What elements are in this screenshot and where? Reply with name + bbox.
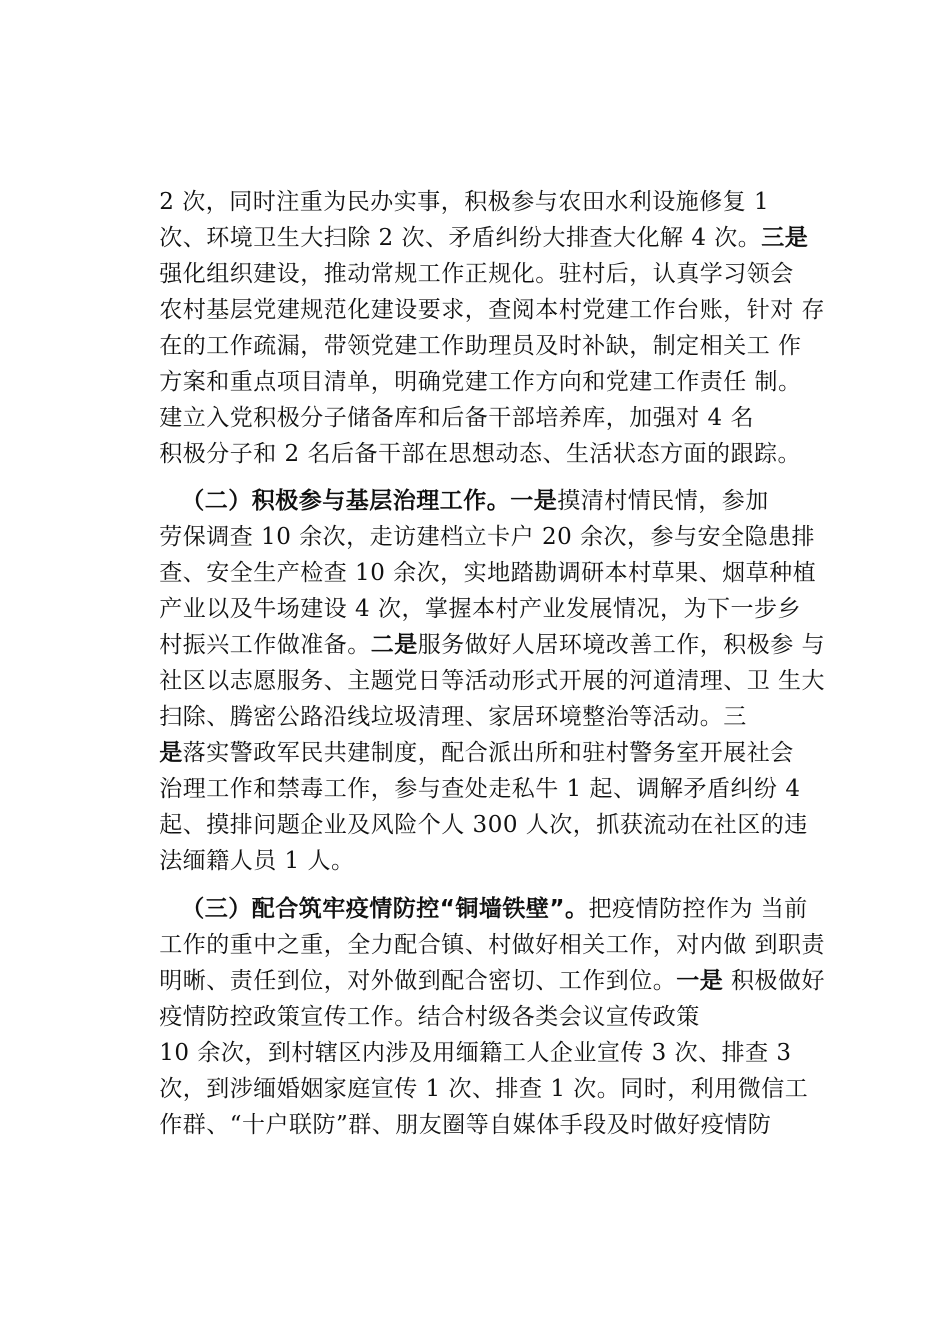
text-run: 在的工作疏漏，带领党建工作助理员及时补缺，制定相关工 作 — [159, 333, 802, 359]
text-run: 查、安全生产检查 10 余次，实地踏勘调研本村草果、烟草种植 — [159, 560, 817, 586]
text-run: 次、环境卫生大扫除 2 次、矛盾纠纷大排查大化解 4 次。 — [159, 225, 762, 251]
paragraph-line — [128, 972, 700, 1030]
text-run: 作群、“十户联防”群、朋友圈等自媒体手段及时做好疫情防 — [159, 1112, 772, 1138]
text-run: 起、摸排问题企业及风险个人 300 人次，抓获流动在社区的违 — [159, 812, 808, 838]
paragraph-line — [128, 744, 801, 802]
paragraph-line — [128, 373, 755, 431]
text-run: 积极做好 — [723, 968, 826, 994]
keyword-bold: 一是 — [510, 488, 558, 514]
paragraph-line — [128, 564, 802, 622]
text-run: 扫除、腾密公路沿线垃圾清理、家居环境整治等活动。三 — [159, 704, 747, 730]
paragraph-line — [128, 708, 794, 766]
text-run: 方案和重点项目清单，明确党建工作方向和党建工作责任 制。 — [159, 369, 802, 395]
paragraph-line — [128, 1008, 792, 1066]
text-run: 建立入党积极分子储备库和后备干部培养库，加强对 4 名 — [159, 405, 755, 431]
paragraph-line — [128, 337, 802, 395]
paragraph-line — [128, 816, 355, 874]
text-run: 服务做好人居环境改善工作，积极参 与 — [417, 632, 826, 658]
text-run: 10 余次，到村辖区内涉及用缅籍工人企业宣传 3 次、排查 3 — [159, 1040, 792, 1066]
paragraph-line — [128, 492, 816, 550]
paragraph-line — [128, 1044, 809, 1102]
paragraph-line — [128, 193, 809, 251]
text-run: 村振兴工作做准备。 — [159, 632, 371, 658]
text-run: 2 次，同时注重为民办实事，积极参与农田水利设施修复 1 — [159, 189, 770, 215]
text-run: 劳保调查 10 余次，走访建档立卡户 20 余次，参与安全隐患排 — [159, 524, 816, 550]
paragraph-line — [128, 157, 770, 215]
section-heading-line — [150, 456, 769, 514]
text-run: 疫情防控政策宣传工作。结合村级各类会议宣传政策 — [159, 1004, 700, 1030]
paragraph-line — [128, 600, 826, 658]
section-heading: （三）配合筑牢疫情防控“铜墙铁壁”。 — [181, 896, 589, 922]
paragraph-line — [128, 636, 826, 694]
keyword-bold: 一是 — [676, 968, 724, 994]
text-run: 工作的重中之重，全力配合镇、村做好相关工作，对内做 到职责 — [159, 932, 826, 958]
section-heading-line — [150, 864, 808, 922]
keyword-bold: 二是 — [370, 632, 418, 658]
paragraph-line — [128, 409, 802, 467]
text-run: 明晰、责任到位，对外做到配合密切、工作到位。 — [159, 968, 677, 994]
text-run: 摸清村情民情，参加 — [557, 488, 769, 514]
text-run: 积极分子和 2 名后备干部在思想动态、生活状态方面的跟踪。 — [159, 441, 802, 467]
paragraph-line — [128, 780, 808, 838]
paragraph-line — [128, 1080, 772, 1138]
keyword-bold: 三是 — [761, 225, 809, 251]
keyword-bold: 是 — [159, 740, 183, 766]
paragraph-line — [128, 672, 747, 730]
text-run: 把疫情防控作为 当前 — [588, 896, 808, 922]
paragraph-line — [128, 900, 826, 958]
text-run: 产业以及牛场建设 4 次，掌握本村产业发展情况，为下一步乡 — [159, 596, 802, 622]
text-run: 次，到涉缅婚姻家庭宣传 1 次、排查 1 次。同时，利用微信工 — [159, 1076, 809, 1102]
paragraph-line — [128, 229, 794, 287]
text-run: 社区以志愿服务、主题党日等活动形式开展的河道清理、卫 生大 — [159, 668, 826, 694]
paragraph-line — [128, 528, 817, 586]
text-run: 农村基层党建规范化建设要求，查阅本村党建工作台账，针对 存 — [159, 297, 826, 323]
text-run: 强化组织建设，推动常规工作正规化。驻村后，认真学习领会 — [159, 261, 794, 287]
text-run: 落实警政军民共建制度，配合派出所和驻村警务室开展社会 — [182, 740, 794, 766]
paragraph-line — [128, 301, 802, 359]
text-run: 治理工作和禁毒工作，参与查处走私牛 1 起、调解矛盾纠纷 4 — [159, 776, 801, 802]
paragraph-line — [128, 936, 826, 994]
section-heading: （二）积极参与基层治理工作。 — [181, 488, 511, 514]
text-run: 法缅籍人员 1 人。 — [159, 848, 355, 874]
paragraph-line — [128, 265, 826, 323]
